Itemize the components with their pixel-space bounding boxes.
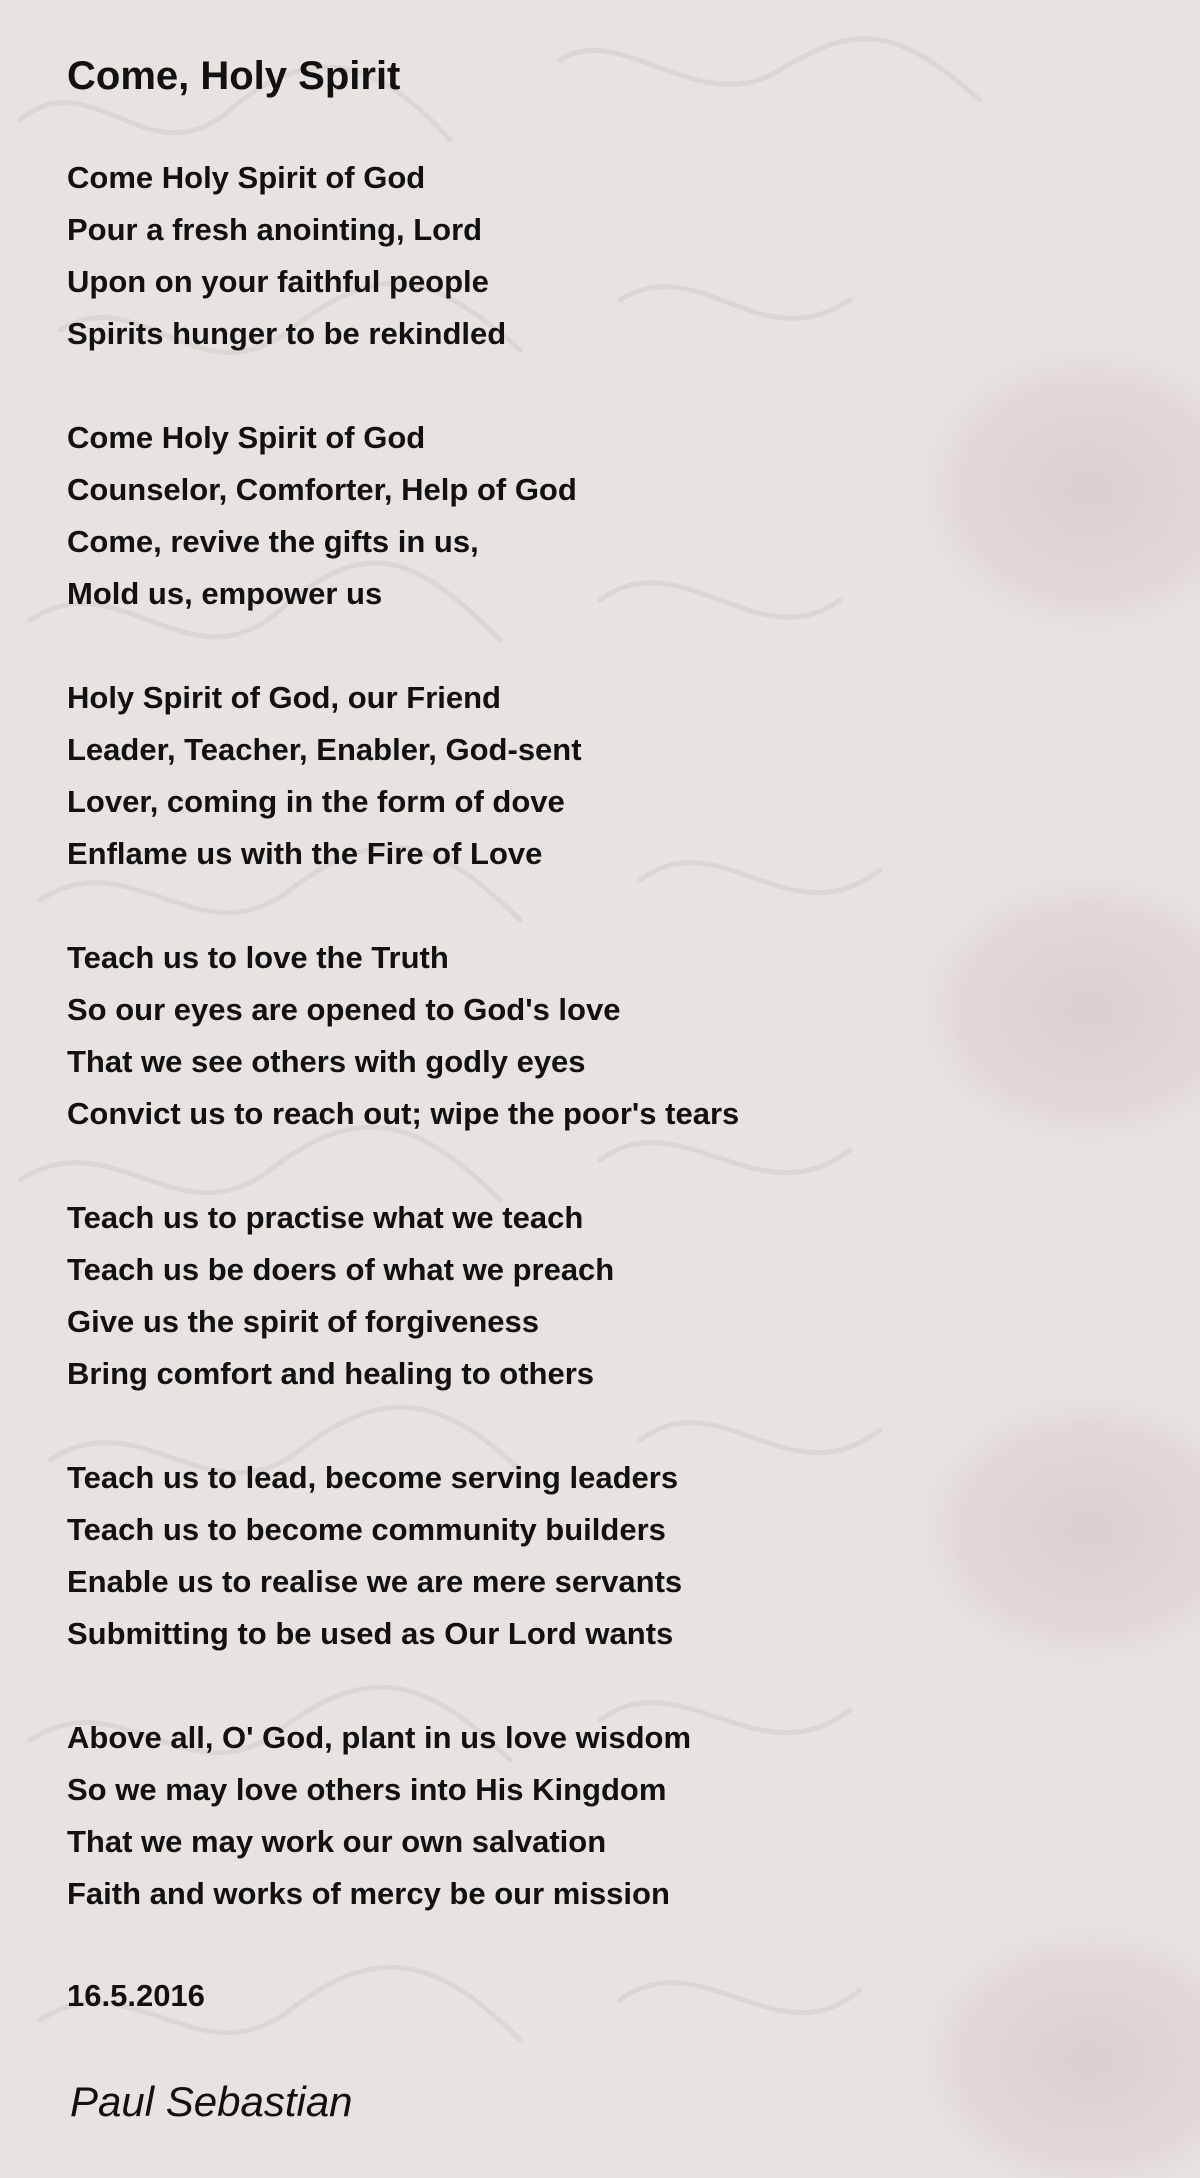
stanza-5 [67, 1192, 739, 1400]
stanza-3 [67, 672, 739, 880]
poem-line: So we may love others into His Kingdom [67, 1772, 667, 1807]
poem-line: Enable us to realise we are mere servants [67, 1564, 683, 1599]
poem-line: Teach us be doers of what we preach [67, 1252, 615, 1287]
poem-line: Above all, O' God, plant in us love wisdom [67, 1720, 692, 1755]
poem-line: So our eyes are opened to God's love [67, 992, 621, 1027]
poem-line: Counselor, Comforter, Help of God [67, 472, 577, 507]
poem-line: That we see others with godly eyes [67, 1044, 586, 1079]
poem-line: Lover, coming in the form of dove [67, 784, 565, 819]
stanza-6 [67, 1452, 739, 1660]
poem-line: Holy Spirit of God, our Friend [67, 680, 501, 715]
poem-line: Enflame us with the Fire of Love [67, 836, 543, 871]
poem-line: Come Holy Spirit of God [67, 160, 426, 195]
stanza-1 [67, 152, 739, 360]
poem-line: Bring comfort and healing to others [67, 1356, 595, 1391]
poem-title: Come, Holy Spirit [67, 54, 401, 98]
poem-line: Come, revive the gifts in us, [67, 524, 479, 559]
poem-line: Mold us, empower us [67, 576, 383, 611]
poem-line: Teach us to lead, become serving leaders [67, 1460, 679, 1495]
poem-line: Convict us to reach out; wipe the poor's tears [67, 1096, 740, 1131]
poem-date: 16.5.2016 [67, 1978, 205, 2013]
poem-line: Teach us to practise what we teach [67, 1200, 584, 1235]
stanza-2 [67, 412, 739, 620]
poem-line: Faith and works of mercy be our mission [67, 1876, 670, 1911]
poem-line: Submitting to be used as Our Lord wants [67, 1616, 674, 1651]
poem-line: Teach us to become community builders [67, 1512, 666, 1547]
poem-line: Pour a fresh anointing, Lord [67, 212, 483, 247]
stanza-7 [67, 1712, 739, 1920]
poem-line: Leader, Teacher, Enabler, God-sent [67, 732, 582, 767]
poem-body [67, 152, 739, 1972]
poem-line: Teach us to love the Truth [67, 940, 449, 975]
poem-line: Upon on your faithful people [67, 264, 489, 299]
poem-line: Spirits hunger to be rekindled [67, 316, 507, 351]
poem-line: Give us the spirit of forgiveness [67, 1304, 540, 1339]
author-name: Paul Sebastian [70, 2078, 353, 2125]
stanza-4 [67, 932, 739, 1140]
poem-line: That we may work our own salvation [67, 1824, 607, 1859]
poem-line: Come Holy Spirit of God [67, 420, 426, 455]
